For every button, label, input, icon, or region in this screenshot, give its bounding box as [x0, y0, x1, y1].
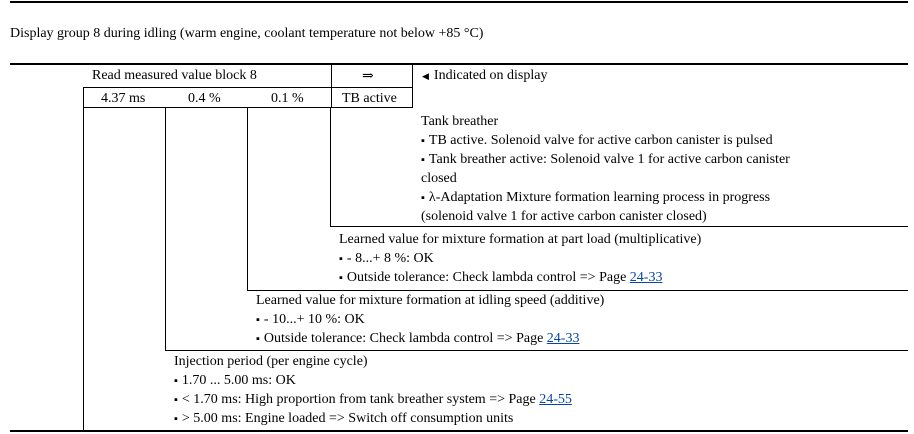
value-field-2: 0.4 % [188, 91, 221, 106]
field2-bottom-rule [165, 350, 908, 351]
field4-title: Tank breather [421, 114, 499, 129]
field3-outside [339, 268, 662, 288]
field1-low-text: < 1.70 ms: High proportion from tank breather system => Page [181, 392, 540, 407]
field2-outside [256, 329, 579, 349]
field2-title: Learned value for mixture formation at idling speed (additive) [256, 293, 605, 308]
measured-block-label: Read measured value block 8 [92, 68, 257, 83]
connector-field-3 [247, 107, 248, 291]
field4-line2b: closed [421, 171, 457, 186]
field4-line3b: (solenoid valve 1 for active carbon canister closed) [421, 209, 707, 224]
connector-field-1 [83, 107, 84, 430]
indicated-text: Indicated on display [433, 68, 548, 83]
values-left-edge [83, 88, 84, 108]
field3-title: Learned value for mixture formation at part load (multiplicative) [339, 232, 702, 247]
field4-bottom-rule [330, 226, 908, 227]
top-border [10, 1, 908, 3]
field4-line2a: ▪ Tank breather active: Solenoid valve 1 for active carbon canister [421, 150, 790, 170]
field1-low [174, 390, 572, 410]
value-field-1: 4.37 ms [101, 91, 146, 106]
value-field-4: TB active [342, 91, 397, 106]
connector-field-2 [165, 107, 166, 351]
header-divider-right [412, 64, 413, 108]
field3-page-link[interactable]: 24-33 [629, 270, 663, 285]
indicated-label [422, 66, 547, 86]
field4-line1: ▪ TB active. Solenoid valve for active carbon canister is pulsed [421, 131, 773, 151]
header-divider-left [331, 64, 332, 108]
field3-outside-text: Outside tolerance: Check lambda control => Page [346, 270, 630, 285]
connector-field-4 [330, 107, 331, 226]
header-mid-rule [83, 87, 413, 88]
field1-title: Injection period (per engine cycle) [174, 354, 368, 369]
field1-ok: ▪ 1.70 ... 5.00 ms: OK [174, 371, 296, 391]
arrow-icon: ⇒ [362, 69, 374, 84]
field1-page-link[interactable]: 24-55 [539, 392, 572, 407]
field3-ok: ▪ - 8...+ 8 %: OK [339, 249, 434, 269]
value-field-3: 0.1 % [271, 91, 304, 106]
triangle-left-icon: ◀ [422, 71, 429, 81]
field2-ok: ▪ - 10...+ 10 %: OK [256, 310, 365, 330]
field2-outside-text: Outside tolerance: Check lambda control => Page [263, 331, 547, 346]
field2-page-link[interactable]: 24-33 [546, 331, 580, 346]
table-top-rule [10, 63, 908, 65]
page-caption: Display group 8 during idling (warm engine, coolant temperature not below +85 °C) [10, 26, 484, 41]
table-bottom-rule [10, 430, 908, 432]
field4-line3a: ▪ λ-Adaptation Mixture formation learning process in progress [421, 188, 770, 208]
field1-high: ▪ > 5.00 ms: Engine loaded => Switch off consumption units [174, 409, 513, 429]
